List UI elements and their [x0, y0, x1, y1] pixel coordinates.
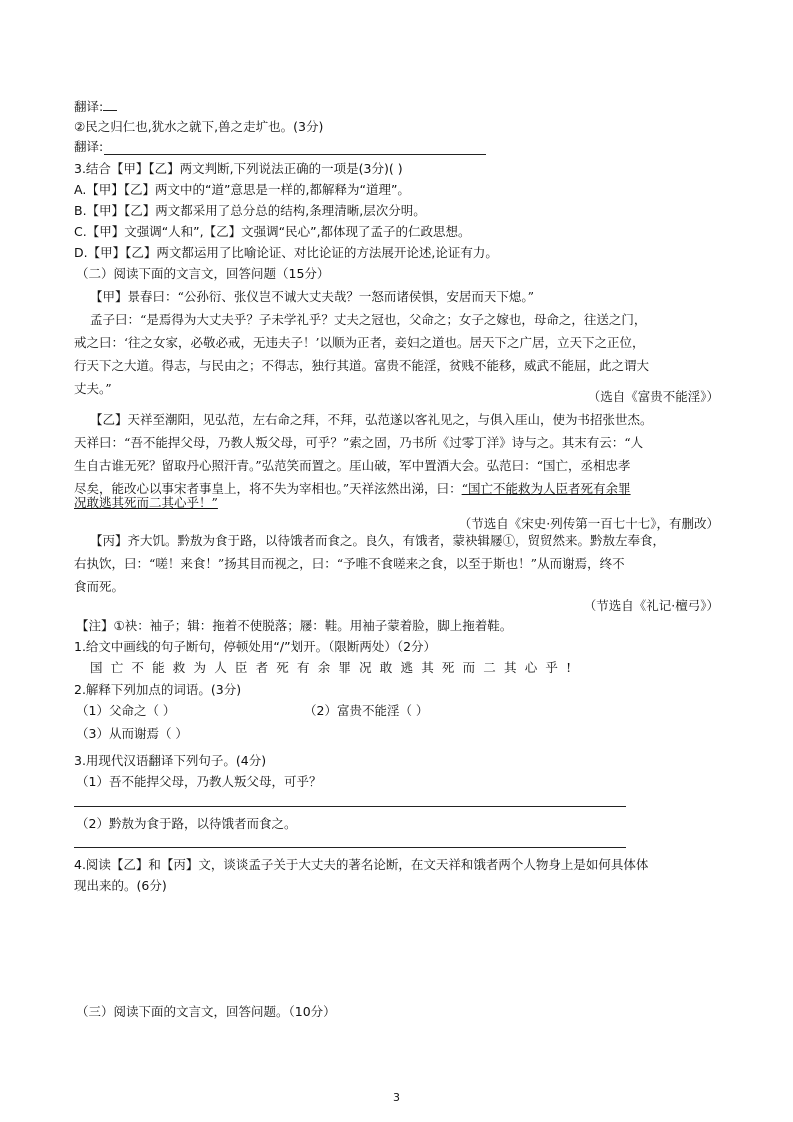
- section3-heading: （三）阅读下面的文言文，回答问题。（10分）: [76, 1004, 336, 1019]
- jia-source: （选自《富贵不能淫》）: [587, 389, 719, 404]
- bing-line-2: 右执饮，曰：“嗟！来食！”扬其目而视之，曰：“予唯不食嗟来之食，以至于斯也！”从而谢焉，终不: [74, 556, 625, 571]
- q2-item-2: （2）富贵不能淫（ ）: [304, 703, 429, 718]
- q3-translate-stem: 3.用现代汉语翻译下列句子。(4分): [74, 753, 267, 768]
- jia-line-5: 丈夫。”: [74, 381, 112, 396]
- answer-blank: [103, 98, 117, 111]
- q3-translate-2: （2）黔敖为食于路，以待饿者而食之。: [76, 816, 297, 831]
- jia-line-3: 戒之曰：‘往之女家，必敬必戒，无违夫子！’以顺为正者，妾妇之道也。居天下之广居，立天下之正位，: [74, 335, 645, 350]
- jia-line-4: 行天下之大道。得志，与民由之；不得志，独行其道。富贵不能淫，贫贱不能移，威武不能屈，此之谓大: [74, 358, 650, 373]
- q3-option-d: D.【甲】【乙】两文都运用了比喻论证、对比论证的方法展开论述,论证有力。: [74, 245, 498, 260]
- q4-line-1: 4.阅读【乙】和【丙】文，谈谈孟子关于大丈夫的著名论断，在文天祥和饿者两个人物身上是如何具体体: [74, 857, 649, 872]
- q2-item-3: （3）从而谢焉（ ）: [76, 726, 188, 741]
- q3-option-a: A.【甲】【乙】两文中的“道”意思是一样的,都解释为“道理”。: [74, 182, 410, 197]
- section2-heading: （二）阅读下面的文言文，回答问题（15分）: [76, 266, 330, 281]
- translation-label-2: 翻译:: [74, 139, 104, 154]
- bing-source: （节选自《礼记·檀弓》）: [583, 598, 719, 613]
- bing-line-3: 食而死。: [74, 579, 125, 594]
- q2-stem: 2.解释下列加点的词语。(3分): [74, 682, 242, 697]
- q3-translate-1: （1）吾不能捍父母，乃教人叛父母，可乎？: [76, 774, 322, 789]
- yi-source: （节选自《宋史·列传第一百七十七》，有删改）: [458, 516, 719, 531]
- yi-line-1: 【乙】天祥至潮阳，见弘范，左右命之拜，不拜，弘范遂以客礼见之，与俱入厓山，使为书招张世杰。: [90, 412, 653, 427]
- answer-line: [104, 154, 486, 155]
- bing-line-1: 【丙】齐大饥。黔敖为食于路，以待饿者而食之。良久，有饿者，蒙袂辑屦①，贸贸然来。黔敖左奉食，: [90, 533, 666, 548]
- yi-line-3: 生自古谁无死？留取丹心照汗青。”弘范笑而置之。厓山破，军中置酒大会。弘范曰：“国亡，丞相忠孝: [74, 458, 631, 473]
- translation-label: 翻译:: [74, 98, 117, 116]
- q1-stem: 1.给文中画线的句子断句，停顿处用“/”划开。（限断两处）（2分）: [74, 639, 437, 654]
- yi-line-2: 天祥曰：“吾不能捍父母，乃教人叛父母，可乎？”索之固，乃书所《过零丁洋》诗与之。其末有云：“人: [74, 435, 644, 450]
- answer-line-1: [74, 806, 626, 807]
- q1-sentence-2: ②民之归仁也,犹水之就下,兽之走圹也。(3分): [74, 119, 324, 134]
- underlined-sentence-part2: 况敢逃其死而二其心乎！”: [74, 495, 218, 510]
- answer-line-2: [74, 847, 626, 848]
- yi-line-4: 尽矣，能改心以事宋者事皇上，将不失为宰相也。”天祥泫然出涕，曰：“国亡不能救为人臣者死有余罪: [74, 481, 631, 496]
- q3-stem: 3.结合【甲】【乙】两文判断,下列说法正确的一项是(3分)( ): [74, 161, 403, 176]
- q2-item-1: （1）父命之（ ）: [76, 703, 176, 718]
- jia-line-1: 【甲】景春曰：“公孙衍、张仪岂不诚大丈夫哉？一怒而诸侯惧，安居而天下熄。”: [90, 289, 535, 304]
- jia-line-2: 孟子曰：“是焉得为大丈夫乎？子未学礼乎？丈夫之冠也，父命之；女子之嫁也，母命之，往送之门，: [90, 312, 647, 327]
- q1-sentence: 国亡不能救为人臣者死有余罪况敢逃其死而二其心乎!: [90, 660, 580, 675]
- q3-option-c: C.【甲】文强调“人和”,【乙】文强调“民心”,都体现了孟子的仁政思想。: [74, 224, 471, 239]
- annotation-note: 【注】①袂：袖子；辑：拖着不使脱落；屦：鞋。用袖子蒙着脸，脚上拖着鞋。: [76, 618, 513, 633]
- underlined-sentence-part1: “国亡不能救为人臣者死有余罪: [461, 481, 631, 496]
- q3-option-b: B.【甲】【乙】两文都采用了总分总的结构,条理清晰,层次分明。: [74, 203, 426, 218]
- q4-line-2: 现出来的。(6分): [74, 878, 167, 893]
- page-number: 3: [393, 1091, 400, 1104]
